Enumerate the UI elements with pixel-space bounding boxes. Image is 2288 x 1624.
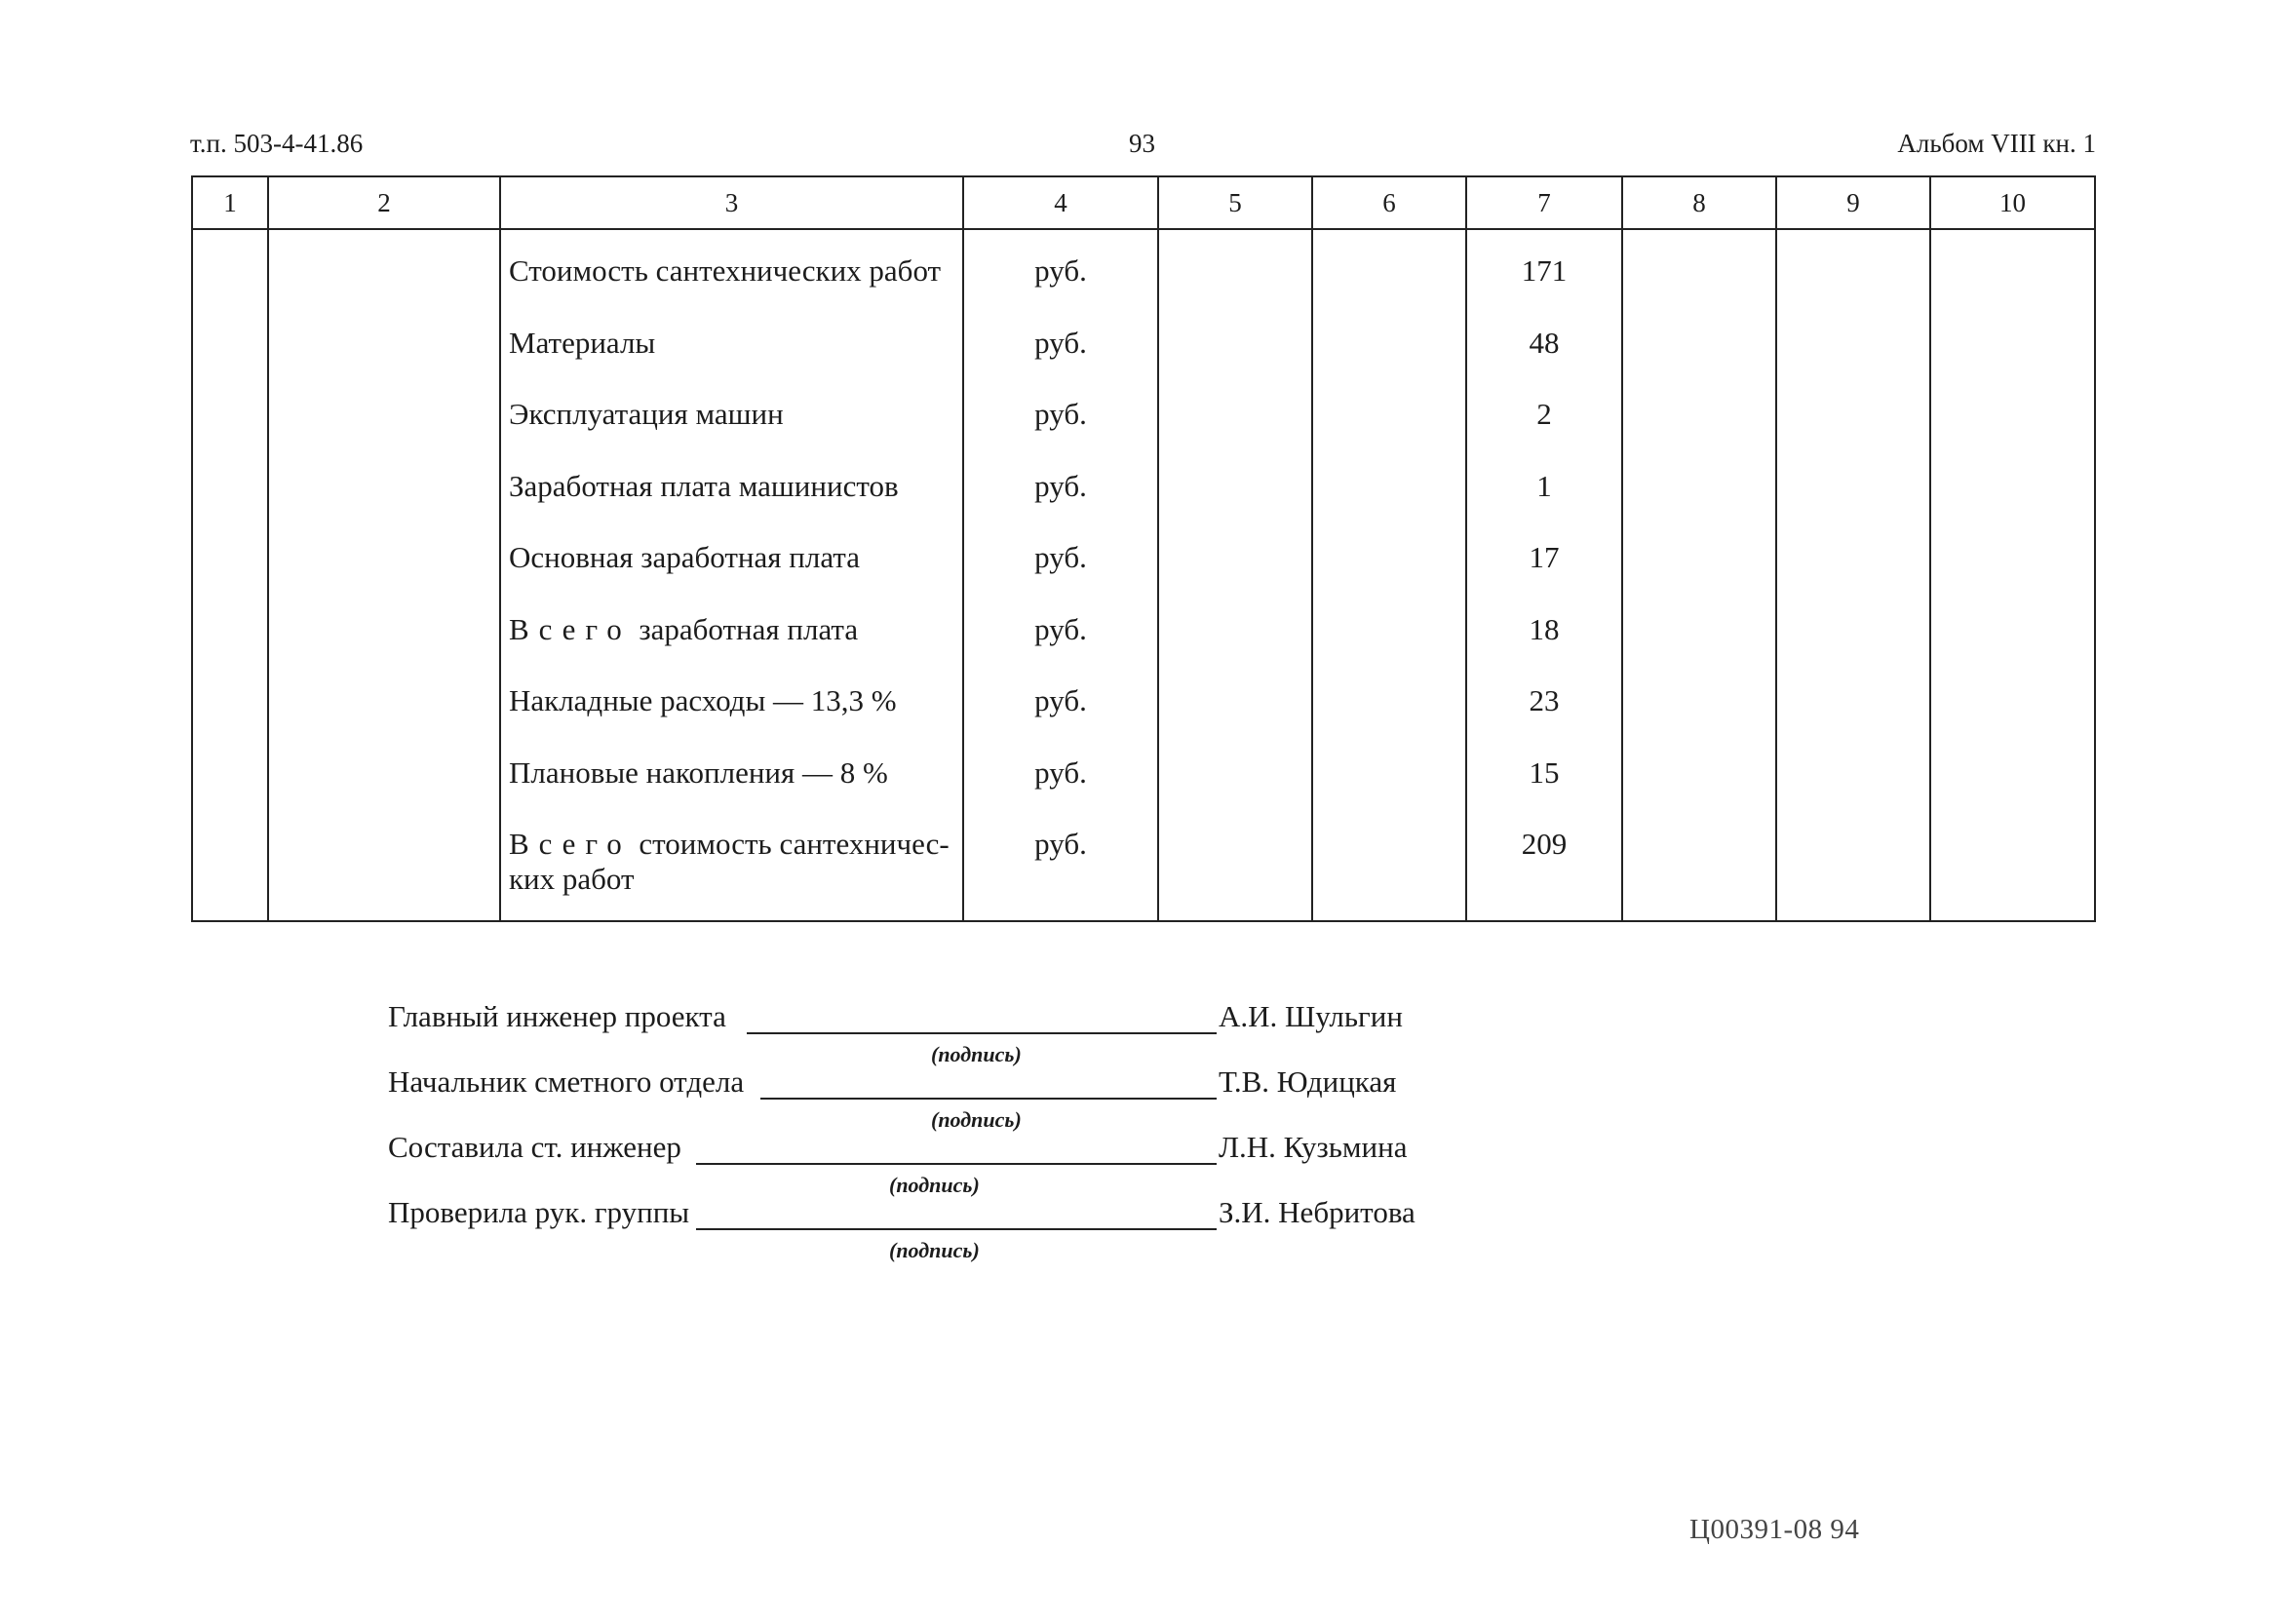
- signature-caption: (подпись): [931, 1107, 1022, 1132]
- total-label: Всего: [509, 827, 632, 861]
- value: 1: [1536, 468, 1552, 503]
- value: 209: [1521, 827, 1568, 861]
- signature-caption: (подпись): [889, 1173, 980, 1197]
- column-header: 10: [1930, 176, 2095, 229]
- item-name: Материалы: [509, 325, 656, 360]
- signature-line: [696, 1228, 1217, 1230]
- signature-caption: (подпись): [931, 1042, 1022, 1066]
- item-name-grand-total: [501, 827, 962, 899]
- signature-line: [696, 1163, 1217, 1165]
- unit: руб.: [1034, 827, 1087, 861]
- value: 17: [1529, 540, 1560, 574]
- unit: руб.: [1034, 540, 1087, 574]
- value: 48: [1529, 325, 1560, 360]
- units-cell: [963, 229, 1158, 921]
- value: 18: [1529, 611, 1560, 646]
- unit: руб.: [1034, 253, 1087, 288]
- signature-row: [388, 1130, 1460, 1195]
- signature-row: [388, 999, 1460, 1064]
- value: 23: [1529, 683, 1560, 717]
- col-10-cell: [1930, 229, 2095, 921]
- table-body-row: [192, 229, 2095, 921]
- signature-role: Проверила рук. группы: [388, 1195, 690, 1229]
- header-doc-number: т.п. 503-4-41.86: [190, 129, 364, 158]
- column-header: 5: [1158, 176, 1312, 229]
- estimate-table: [191, 175, 2096, 922]
- signatory-name: З.И. Небритова: [1219, 1195, 1415, 1229]
- signature-row: [388, 1195, 1460, 1260]
- column-header: 1: [192, 176, 268, 229]
- item-name: Накладные расходы — 13,3 %: [509, 683, 897, 717]
- col-9-cell: [1776, 229, 1930, 921]
- signature-role: Начальник сметного отдела: [388, 1064, 745, 1099]
- signature-line: [760, 1098, 1217, 1100]
- value: 15: [1529, 754, 1560, 790]
- col-8-cell: [1622, 229, 1776, 921]
- col-6-cell: [1312, 229, 1466, 921]
- signature-role: Составила ст. инженер: [388, 1130, 681, 1164]
- item-name-total-wages: [501, 612, 962, 684]
- signature-line: [747, 1032, 1217, 1034]
- document-code-stamp: Ц00391-08 94: [1689, 1514, 1860, 1545]
- unit: руб.: [1034, 611, 1087, 646]
- column-header: 9: [1776, 176, 1930, 229]
- column-header: 7: [1466, 176, 1622, 229]
- value: 171: [1521, 253, 1568, 288]
- column-header: 8: [1622, 176, 1776, 229]
- item-name: Эксплуатация машин: [509, 397, 784, 431]
- item-name: заработная плата: [639, 611, 859, 646]
- signatory-name: Л.Н. Кузьмина: [1219, 1130, 1408, 1164]
- item-name: Стоимость сантехнических работ: [509, 253, 942, 288]
- column-header: 2: [268, 176, 500, 229]
- values-cell: [1466, 229, 1622, 921]
- column-number-row: [192, 176, 2095, 229]
- item-names-cell: [500, 229, 963, 921]
- column-header: 4: [963, 176, 1158, 229]
- value: 2: [1536, 397, 1552, 431]
- column-header: 6: [1312, 176, 1466, 229]
- item-name: Основная заработная плата: [509, 540, 860, 574]
- unit: руб.: [1034, 325, 1087, 360]
- signatures-block: [388, 999, 1460, 1260]
- unit: руб.: [1034, 468, 1087, 503]
- header-album: Альбом VIII кн. 1: [1897, 129, 2096, 158]
- col-5-cell: [1158, 229, 1312, 921]
- column-header: 3: [500, 176, 963, 229]
- signatory-name: Т.В. Юдицкая: [1219, 1064, 1397, 1099]
- unit: руб.: [1034, 683, 1087, 717]
- page-number: 93: [1129, 129, 1155, 158]
- item-name: Плановые накопления — 8 %: [509, 754, 888, 790]
- unit: руб.: [1034, 397, 1087, 431]
- signature-caption: (подпись): [889, 1238, 980, 1262]
- item-name: Заработная плата машинистов: [509, 468, 899, 503]
- signatory-name: А.И. Шульгин: [1219, 999, 1403, 1033]
- total-label: Всего: [509, 611, 632, 646]
- col-2-cell: [268, 229, 500, 921]
- signature-row: [388, 1064, 1460, 1130]
- unit: руб.: [1034, 754, 1087, 790]
- item-name: стоимость сантехничес-ких работ: [509, 827, 950, 896]
- col-1-cell: [192, 229, 268, 921]
- signature-role: Главный инженер проекта: [388, 999, 726, 1033]
